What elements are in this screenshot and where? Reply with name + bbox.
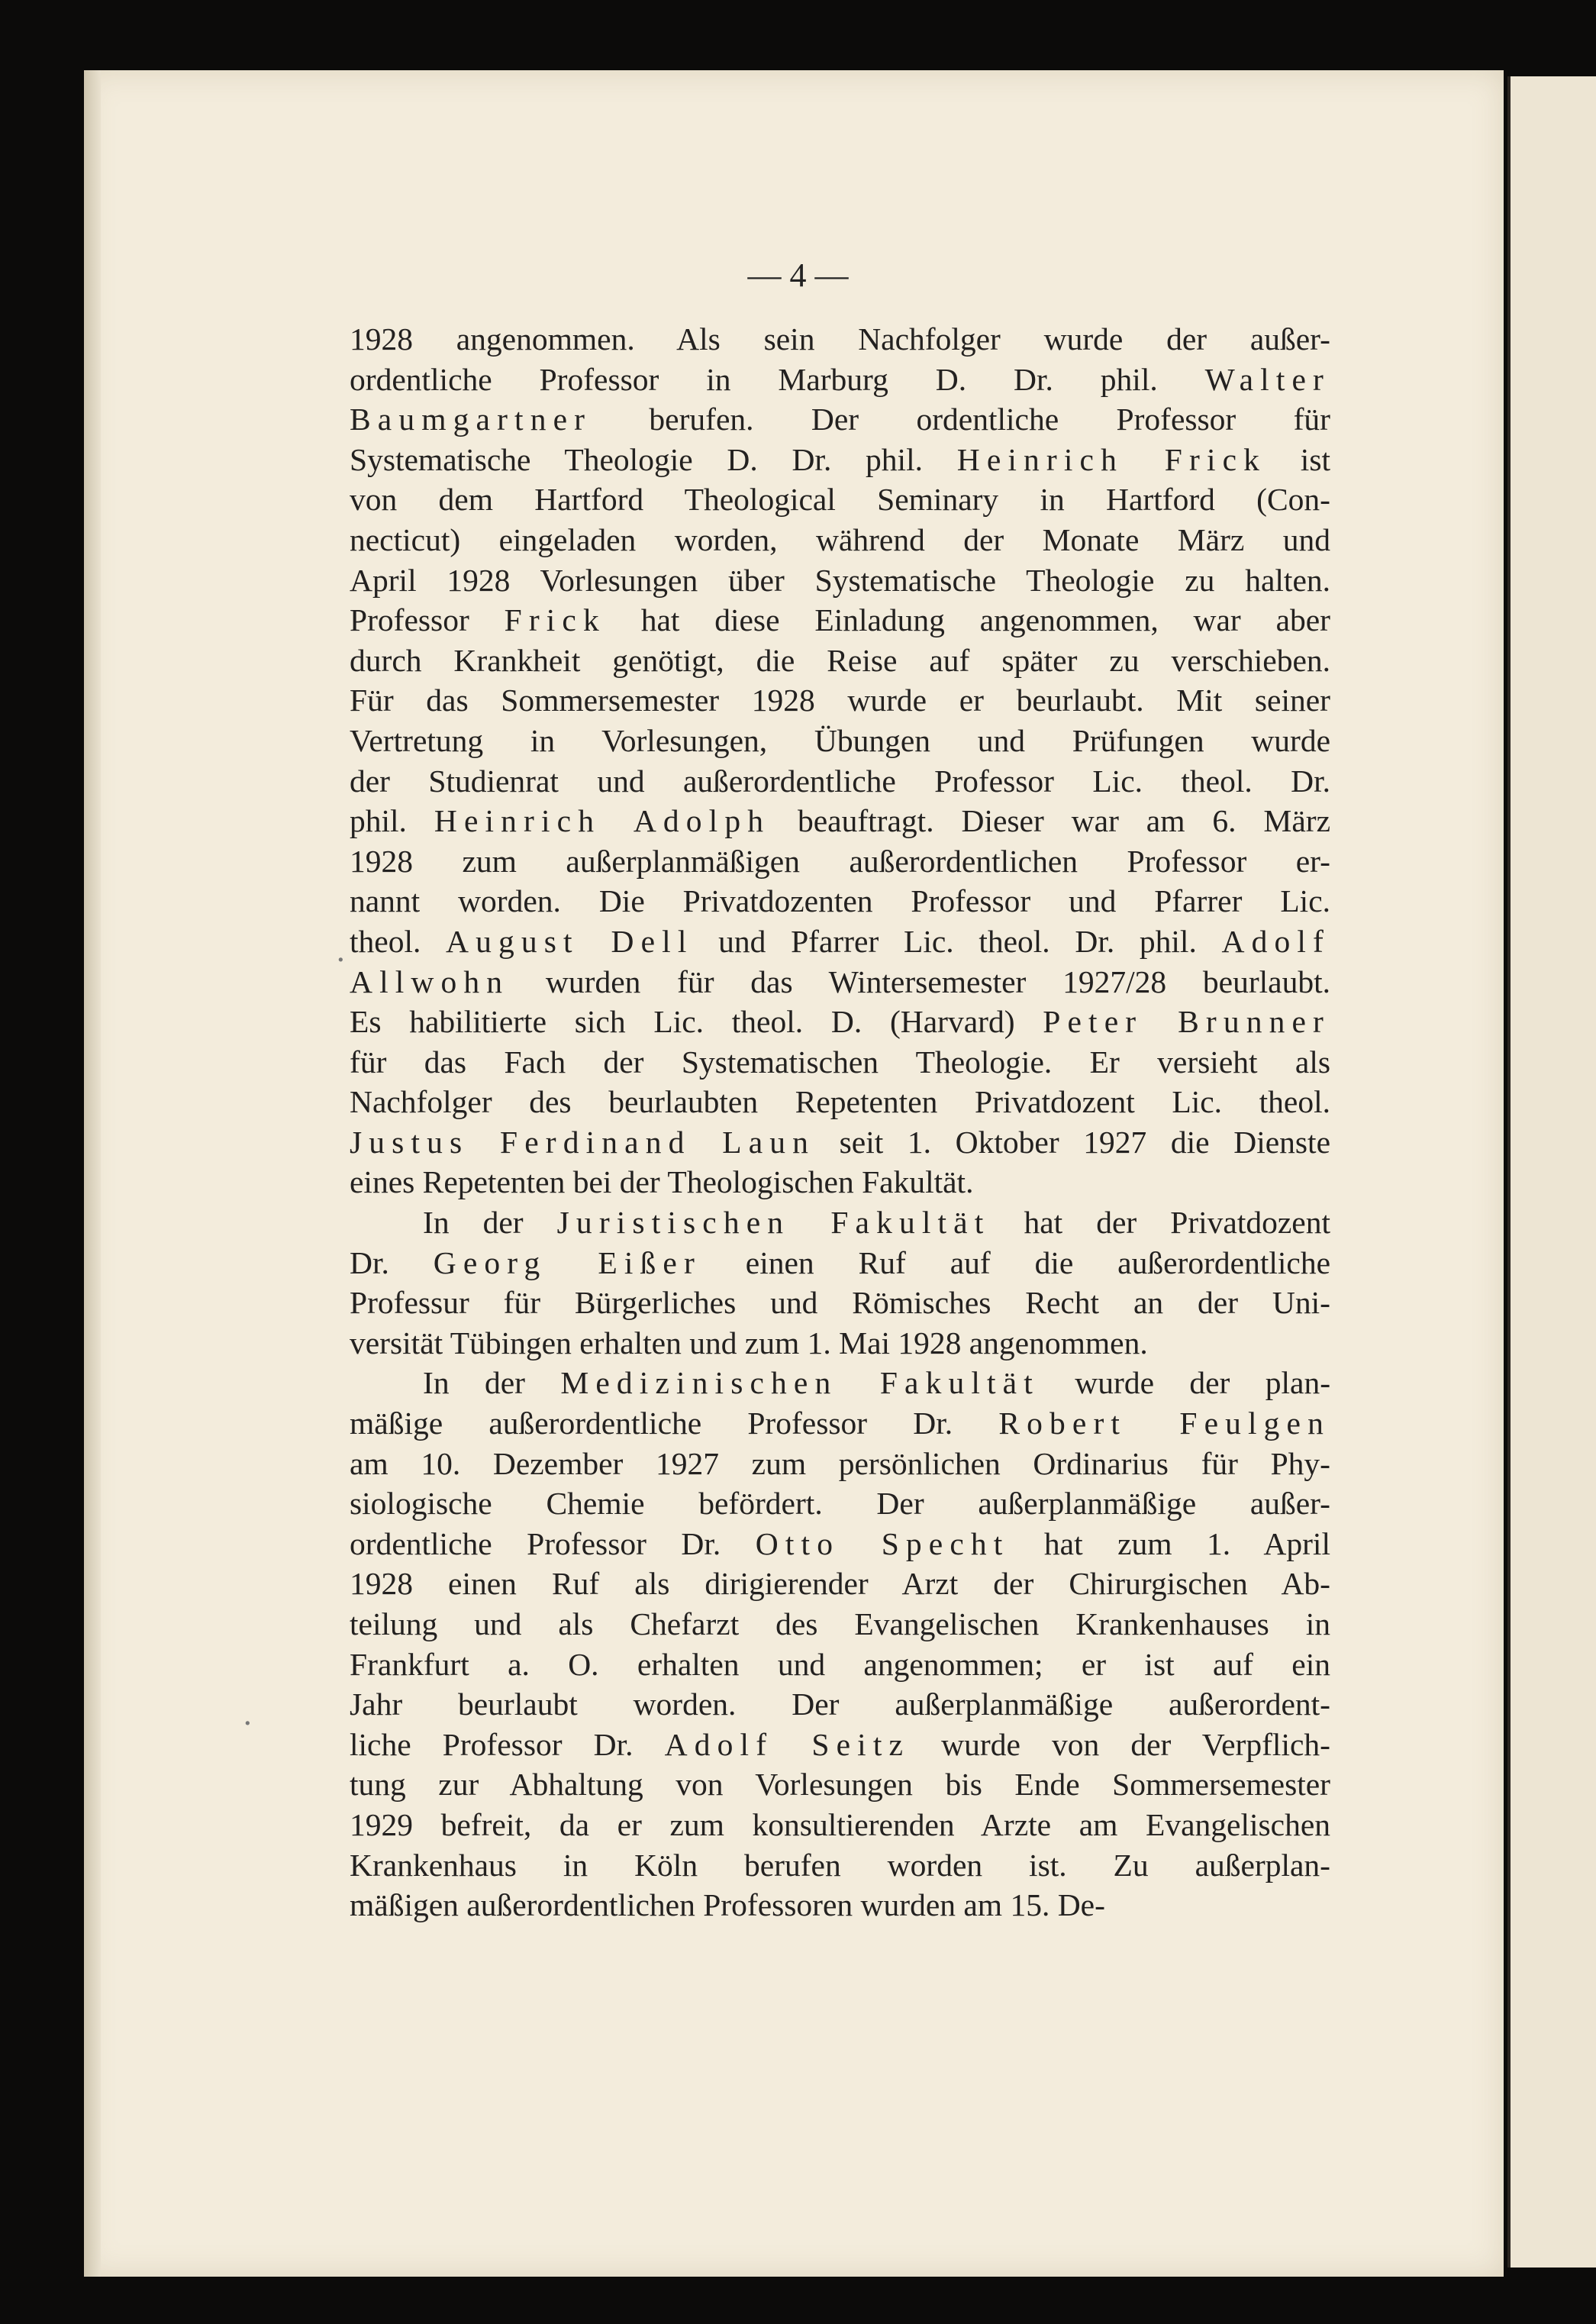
- text-line: [350, 1524, 1330, 1564]
- text-line: [350, 1684, 1330, 1725]
- text-line: [350, 1805, 1330, 1845]
- text-line: [350, 1725, 1330, 1765]
- text-segment: der Studienrat und außerordentliche Professor Lic. theol. Dr.: [350, 763, 1330, 799]
- text-segment: mäßige außerordentliche Professor Dr.: [350, 1406, 999, 1441]
- text-segment: In der: [423, 1365, 561, 1401]
- text-segment: eines Repetenten bei der Theologischen Fakultät.: [350, 1164, 974, 1200]
- text-segment: ist: [1266, 441, 1330, 477]
- text-line: [350, 1363, 1330, 1403]
- text-segment: Nachfolger des beurlaubten Repetenten Privatdozent Lic. theol.: [350, 1084, 1330, 1120]
- text-segment: ordentliche Professor in Marburg D. Dr. phil.: [350, 361, 1205, 397]
- text-segment: einen Ruf auf die außerordentliche: [701, 1244, 1331, 1280]
- text-line: [350, 922, 1330, 962]
- spaced-name: Georg Eißer: [433, 1244, 701, 1280]
- text-segment: Vertretung in Vorlesungen, Übungen und Prüfungen wurde: [350, 722, 1330, 758]
- text-segment: siologische Chemie befördert. Der außerplanmäßige außer-: [350, 1486, 1330, 1522]
- spaced-name: Heinrich Frick: [956, 441, 1267, 477]
- text-line: [350, 1444, 1330, 1484]
- text-line: [350, 319, 1330, 360]
- text-segment: liche Professor Dr.: [350, 1726, 665, 1762]
- text-segment: wurde der plan-: [1039, 1365, 1331, 1401]
- spaced-name: Justus Ferdinand Laun: [350, 1124, 816, 1160]
- text-segment: am 10. Dezember 1927 zum persönlichen Ordinarius für Phy-: [350, 1445, 1330, 1481]
- text-segment: Krankenhaus in Köln berufen worden ist. Zu außerplan-: [350, 1847, 1330, 1883]
- text-line: [350, 1202, 1330, 1243]
- text-segment: hat diese Einladung angenommen, war aber: [605, 602, 1330, 638]
- text-segment: Es habilitierte sich Lic. theol. D. (Harvard): [350, 1004, 1043, 1040]
- text-segment: 1928 einen Ruf als dirigierender Arzt der Chirurgischen Ab-: [350, 1566, 1330, 1602]
- text-segment: nannt worden. Die Privatdozenten Professor und Pfarrer Lic.: [350, 883, 1330, 919]
- text-line: [350, 1604, 1330, 1645]
- text-segment: wurde von der Verpflich-: [910, 1726, 1330, 1762]
- text-line: [350, 761, 1330, 802]
- text-segment: Jahr beurlaubt worden. Der außerplanmäßige außerordent-: [350, 1687, 1330, 1722]
- spaced-name: Adolf Seitz: [664, 1726, 911, 1762]
- spaced-name: Robert Feulgen: [998, 1406, 1330, 1441]
- facing-page-edge: [1507, 76, 1596, 2268]
- text-line: [350, 641, 1330, 681]
- text-segment: Dr.: [350, 1244, 434, 1280]
- text-segment: und Pfarrer Lic. theol. Dr. phil.: [693, 923, 1222, 959]
- text-line: [350, 1885, 1330, 1925]
- text-line: [350, 1483, 1330, 1524]
- text-line: [350, 1122, 1330, 1163]
- text-segment: seit 1. Oktober 1927 die Dienste: [815, 1124, 1331, 1160]
- text-line: [350, 440, 1330, 480]
- page-gutter: [84, 70, 101, 2277]
- text-segment: hat zum 1. April: [1009, 1525, 1330, 1561]
- text-segment: beauftragt. Dieser war am 6. März: [770, 803, 1330, 839]
- text-line: [350, 1403, 1330, 1444]
- text-line: [350, 1243, 1330, 1283]
- text-line: [350, 1645, 1330, 1685]
- spaced-name: Allwohn: [350, 963, 510, 999]
- text-segment: In der: [423, 1205, 557, 1241]
- text-segment: hat der Privatdozent: [990, 1205, 1330, 1241]
- paragraph: [350, 1363, 1330, 1925]
- spaced-name: Baumgartner: [350, 402, 592, 437]
- text-segment: Für das Sommersemester 1928 wurde er beurlaubt. Mit seiner: [350, 683, 1330, 718]
- text-segment: necticut) eingeladen worden, während der Monate März und: [350, 521, 1330, 557]
- text-segment: 1928 angenommen. Als sein Nachfolger wurde der außer-: [350, 321, 1330, 357]
- text-segment: Frankfurt a. O. erhalten und angenommen; er ist auf ein: [350, 1646, 1330, 1682]
- text-segment: ordentliche Professor Dr.: [350, 1525, 756, 1561]
- paragraph: [350, 319, 1330, 1202]
- spaced-name: Walter: [1204, 361, 1330, 397]
- text-segment: wurden für das Wintersemester 1927/28 beurlaubt.: [509, 963, 1330, 999]
- text-line: [350, 1845, 1330, 1886]
- text-line: [350, 1764, 1330, 1805]
- text-line: [350, 600, 1330, 641]
- text-segment: von dem Hartford Theological Seminary in Hartford (Con-: [350, 482, 1330, 518]
- text-line: [350, 1564, 1330, 1604]
- text-segment: 1928 zum außerplanmäßigen außerordentlichen Professor er-: [350, 843, 1330, 879]
- spaced-name: Medizinischen Fakultät: [560, 1365, 1040, 1401]
- spaced-name: Juristischen Fakultät: [556, 1205, 991, 1241]
- text-line: [350, 881, 1330, 922]
- text-line: [350, 680, 1330, 721]
- spaced-name: Heinrich Adolph: [434, 803, 771, 839]
- text-segment: 1929 befreit, da er zum konsultierenden Arzte am Evangelischen: [350, 1806, 1330, 1842]
- text-line: [350, 479, 1330, 520]
- text-line: [350, 801, 1330, 841]
- text-line: [350, 1082, 1330, 1122]
- text-segment: berufen. Der ordentliche Professor für: [592, 402, 1330, 437]
- body-text: [350, 319, 1330, 1925]
- text-segment: tung zur Abhaltung von Vorlesungen bis Ende Sommersemester: [350, 1767, 1330, 1803]
- text-segment: April 1928 Vorlesungen über Systematische Theologie zu halten.: [350, 562, 1330, 598]
- text-line: [350, 841, 1330, 882]
- text-line: [350, 721, 1330, 761]
- spaced-name: Frick: [504, 602, 606, 638]
- spaced-name: Otto Specht: [755, 1525, 1010, 1561]
- text-segment: teilung und als Chefarzt des Evangelischen Krankenhauses in: [350, 1606, 1330, 1641]
- text-line: [350, 1042, 1330, 1083]
- text-line: [350, 560, 1330, 601]
- text-segment: Professor: [350, 602, 505, 638]
- text-segment: mäßigen außerordentlichen Professoren wurden am 15. De-: [350, 1887, 1105, 1923]
- text-line: [350, 1323, 1330, 1364]
- margin-dot: ·: [243, 1706, 253, 1741]
- text-line: [350, 520, 1330, 560]
- text-segment: für das Fach der Systematischen Theologie. Er versieht als: [350, 1044, 1330, 1080]
- spaced-name: Peter Brunner: [1043, 1004, 1330, 1040]
- text-line: [350, 1162, 1330, 1202]
- spaced-name: August Dell: [446, 923, 694, 959]
- margin-dot: ·: [336, 943, 346, 978]
- text-line: [350, 399, 1330, 440]
- text-line: [350, 1002, 1330, 1042]
- text-line: [350, 962, 1330, 1002]
- text-segment: theol.: [350, 923, 447, 959]
- text-segment: versität Tübingen erhalten und zum 1. Mai 1928 angenommen.: [350, 1325, 1148, 1361]
- text-segment: Professur für Bürgerliches und Römisches Recht an der Uni-: [350, 1285, 1330, 1321]
- spaced-name: Adolf: [1221, 923, 1331, 959]
- text-segment: durch Krankheit genötigt, die Reise auf später zu verschieben.: [350, 642, 1330, 678]
- text-line: [350, 1283, 1330, 1323]
- text-segment: Systematische Theologie D. Dr. phil.: [350, 441, 957, 477]
- page-number: — 4 —: [747, 257, 849, 294]
- text-line: [350, 360, 1330, 400]
- paragraph: [350, 1202, 1330, 1363]
- text-segment: phil.: [350, 803, 434, 839]
